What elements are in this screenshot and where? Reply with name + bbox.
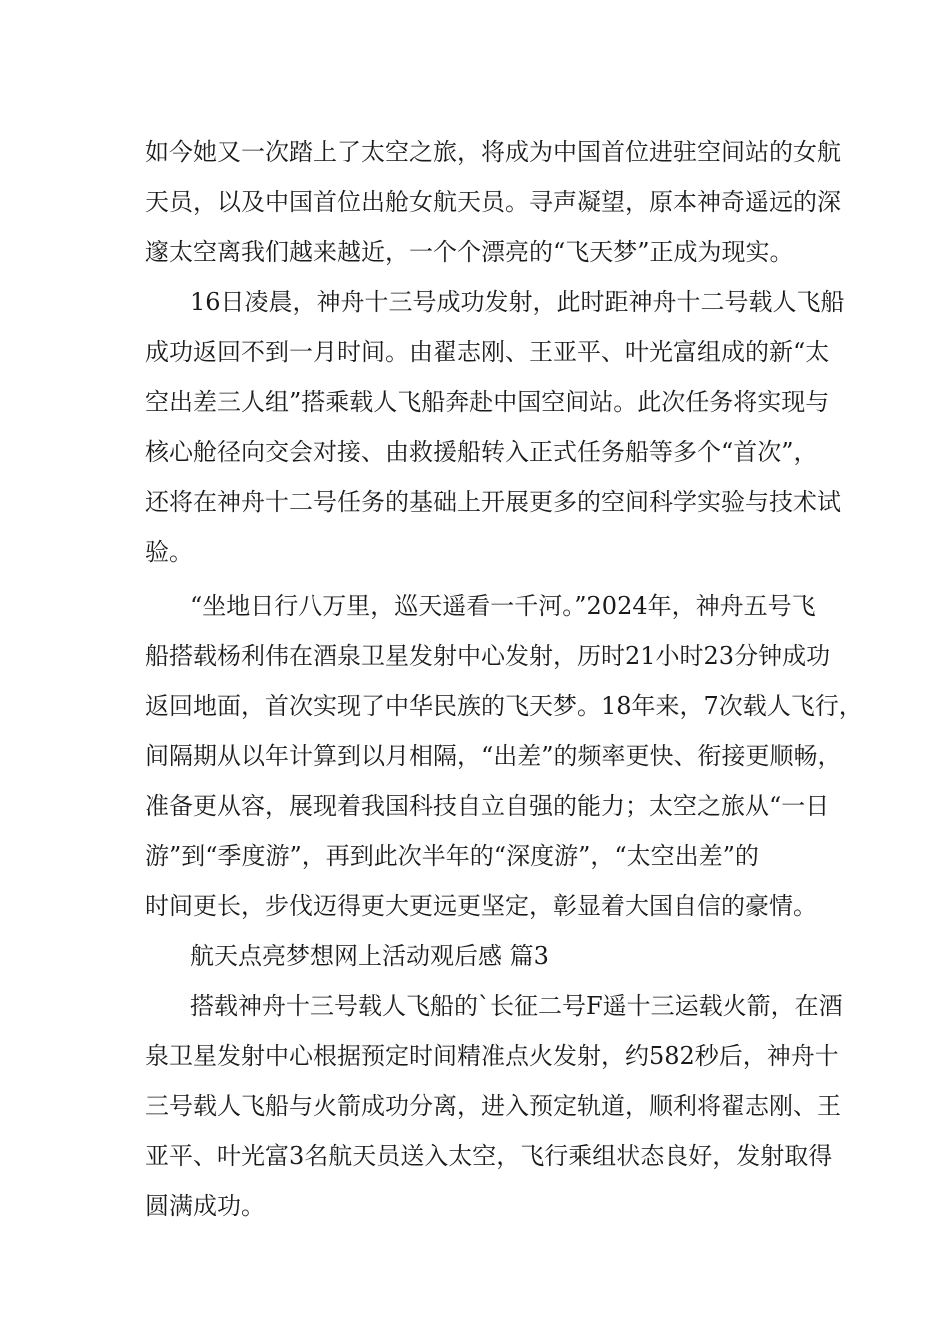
text-line: 三号载人飞船与火箭成功分离，进入预定轨道，顺利将翟志刚、王 <box>145 1092 841 1120</box>
text-line: 圆满成功。 <box>145 1192 265 1220</box>
text-line: 核心舱径向交会对接、由救援船转入正式任务船等多个“首次”， <box>145 438 818 466</box>
text-line: 船搭载杨利伟在酒泉卫星发射中心发射，历时21小时23分钟成功 <box>145 642 831 670</box>
text-line: 准备更从容，展现着我国科技自立自强的能力；太空之旅从“一日 <box>145 792 830 820</box>
text-line: 验。 <box>145 538 193 566</box>
text-line: 天员，以及中国首位出舱女航天员。寻声凝望，原本神奇遥远的深 <box>145 188 841 216</box>
paragraph-start-line: 16日凌晨，神舟十三号成功发射，此时距神舟十二号载人飞船 <box>190 288 845 316</box>
text-line: 亚平、叶光富3名航天员送入太空，飞行乘组状态良好，发射取得 <box>145 1142 833 1170</box>
section-heading: 航天点亮梦想网上活动观后感 篇3 <box>190 942 549 970</box>
text-line: 还将在神舟十二号任务的基础上开展更多的空间科学实验与技术试 <box>145 488 841 516</box>
text-line: 空出差三人组”搭乘载人飞船奔赴中国空间站。此次任务将实现与 <box>145 388 830 416</box>
text-line: 游”到“季度游”，再到此次半年的“深度游”，“太空出差”的 <box>145 842 759 870</box>
text-line: 间隔期从以年计算到以月相隔，“出差”的频率更快、衔接更顺畅， <box>145 742 842 770</box>
paragraph-start-line: 搭载神舟十三号载人飞船的`长征二号F遥十三运载火箭，在酒 <box>190 992 843 1020</box>
text-line: 时间更长，步伐迈得更大更远更坚定，彰显着大国自信的豪情。 <box>145 892 817 920</box>
text-line: 成功返回不到一月时间。由翟志刚、王亚平、叶光富组成的新“太 <box>145 338 830 366</box>
text-line: 如今她又一次踏上了太空之旅，将成为中国首位进驻空间站的女航 <box>145 138 841 166</box>
text-line: 泉卫星发射中心根据预定时间精准点火发射，约582秒后，神舟十 <box>145 1042 839 1070</box>
paragraph-start-line: “坐地日行八万里，巡天遥看一千河。”2024年，神舟五号飞 <box>190 592 816 620</box>
text-line: 返回地面，首次实现了中华民族的飞天梦。18年来，7次载人飞行， <box>145 692 863 720</box>
text-line: 邃太空离我们越来越近，一个个漂亮的“飞天梦”正成为现实。 <box>145 238 794 266</box>
